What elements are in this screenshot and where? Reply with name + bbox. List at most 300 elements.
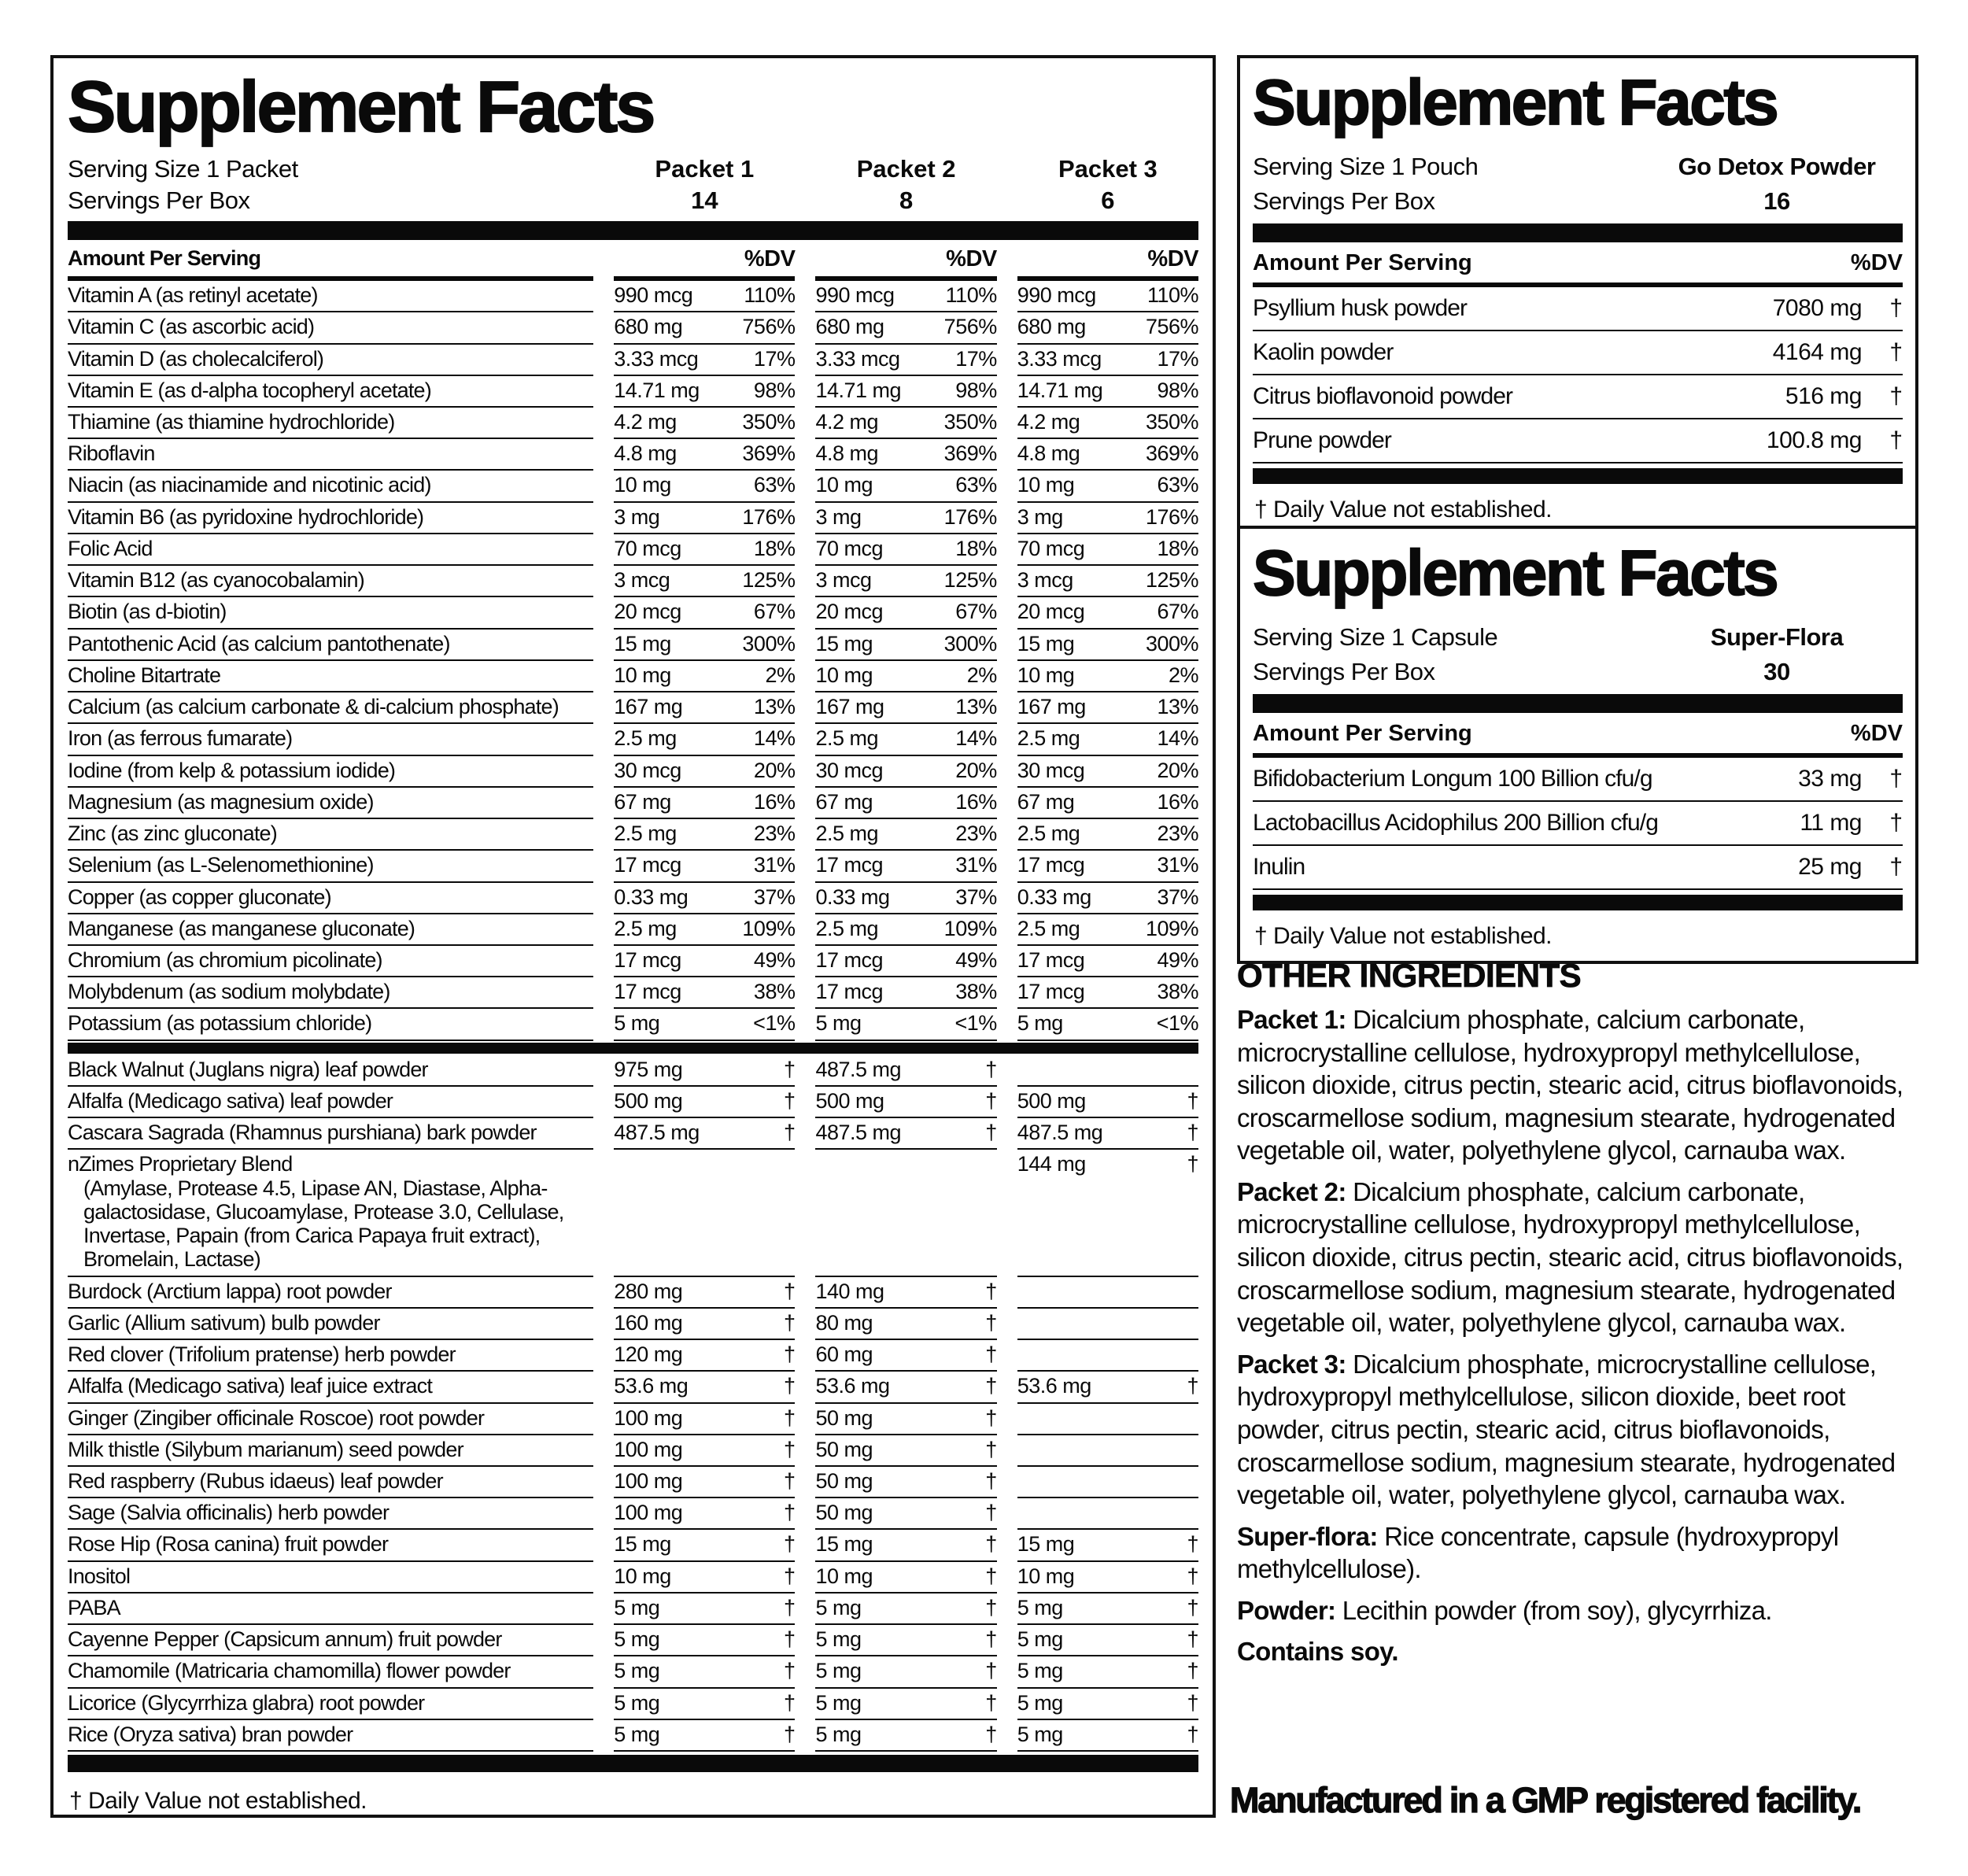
dv-value: † (783, 1722, 796, 1746)
amount-value: 33 mg (1798, 766, 1862, 792)
dv-value: † (1187, 1374, 1198, 1398)
amount-value: 5 mg (614, 1722, 660, 1746)
amount-value: 10 mg (815, 663, 873, 687)
dv-value: † (783, 1310, 796, 1335)
amount-value: 14.71 mg (1017, 378, 1103, 402)
column-header-packet-3: Packet 3 (1058, 154, 1158, 183)
amount-value: 10 mg (614, 663, 671, 687)
flora-dv-header: %DV (1850, 721, 1903, 747)
table-row (68, 946, 1198, 977)
packet-3-cell (1017, 503, 1198, 534)
table-row (68, 1530, 1198, 1561)
amount-value: 5 mg (1017, 1011, 1063, 1036)
dv-value: 18% (1157, 536, 1198, 560)
flora-product-name: Super-Flora (1710, 623, 1844, 652)
dv-header-packet-2: %DV (946, 246, 997, 271)
packet-3-cell (1017, 281, 1198, 312)
dv-value: 31% (753, 853, 796, 877)
amount-value: 70 mcg (614, 536, 681, 560)
table-row (68, 1689, 1198, 1720)
amount-value: 2.5 mg (614, 822, 677, 846)
packet-3-cell (1017, 788, 1198, 819)
packet-3-cell (1017, 1118, 1198, 1150)
packet-3-cell (1017, 1309, 1198, 1340)
amount-value: 15 mg (815, 1532, 873, 1557)
amount-value: 3 mg (815, 504, 862, 529)
amount-value: 4.2 mg (614, 410, 677, 434)
packet-2-cell (815, 724, 996, 755)
ingredient-label: Zinc (as zinc gluconate) (68, 819, 593, 851)
amount-value: 10 mg (815, 473, 873, 497)
ingredient-label: Iodine (from kelp & potassium iodide) (68, 756, 593, 788)
ingredient-label: Alfalfa (Medicago sativa) leaf powder (68, 1087, 593, 1118)
packet-1-cell (614, 1277, 795, 1309)
ingredient-label: Burdock (Arctium lappa) root powder (68, 1277, 593, 1309)
dv-value: 300% (742, 631, 796, 655)
amount-value: 167 mg (614, 695, 683, 719)
dv-value: † (783, 1374, 796, 1398)
ingredient-label: Garlic (Allium sativum) bulb powder (68, 1309, 593, 1340)
amount-value: 67 mg (1017, 789, 1075, 814)
amount-value: 17 mcg (1017, 853, 1085, 877)
ingredient-label: Vitamin E (as d-alpha tocopheryl acetate) (68, 376, 593, 408)
packet-2-cell (815, 439, 996, 471)
amount-value: 5 mg (1017, 1595, 1063, 1619)
flora-amount-header: Amount Per Serving (1253, 721, 1472, 747)
packet-2-cell (815, 1277, 996, 1309)
packet-3-cell (1017, 883, 1198, 914)
amount-value: 5 mg (1017, 1659, 1063, 1683)
flora-servings-per-box-label: Servings Per Box (1253, 658, 1435, 686)
amount-value: 100 mg (614, 1468, 683, 1493)
packet-1-cell (614, 788, 795, 819)
ingredient-label: Choline Bitartrate (68, 661, 593, 692)
packet-3-cell (1017, 1656, 1198, 1688)
packet-3-cell (1017, 1277, 1198, 1309)
amount-value: 15 mg (1017, 631, 1075, 655)
amount-value: 70 mcg (1017, 536, 1085, 560)
packet-2-cell (815, 1656, 996, 1688)
detox-servings-count: 16 (1763, 187, 1790, 216)
ingredient-label: Prune powder (1253, 427, 1391, 454)
ingredient-label: Molybdenum (as sodium molybdate) (68, 977, 593, 1009)
packet-1-cell (614, 914, 795, 946)
ingredient-label: Licorice (Glycyrrhiza glabra) root powder (68, 1689, 593, 1720)
amount-value: 53.6 mg (614, 1374, 689, 1398)
dv-value: 20% (753, 758, 796, 782)
amount-value: 487.5 mg (1017, 1121, 1103, 1145)
packet-1-cell (614, 376, 795, 408)
amount-value: 14.71 mg (815, 378, 902, 402)
amount-value: 5 mg (815, 1627, 862, 1652)
packet-2-cell (815, 1467, 996, 1498)
dv-value: † (985, 1501, 997, 1525)
ingredient-label: Ginger (Zingiber officinale Roscoe) root powder (68, 1404, 593, 1435)
amount-value: 25 mg (1798, 854, 1862, 881)
packet-2-cell (815, 977, 996, 1009)
flora-serving-size-label: Serving Size 1 Capsule (1253, 623, 1498, 652)
packet-2-cell (815, 661, 996, 692)
amount-value: 11 mg (1800, 810, 1862, 836)
amount-value: 167 mg (815, 695, 884, 719)
packet-2-cell (815, 471, 996, 502)
packet-1-cell (614, 1150, 795, 1276)
dv-value: 38% (753, 980, 796, 1004)
amount-value: 2.5 mg (614, 726, 677, 751)
packet-2-cell (815, 408, 996, 439)
packet-1-cell (614, 1435, 795, 1467)
amount-value: 120 mg (614, 1342, 683, 1367)
table-row (68, 597, 1198, 629)
ingredient-label: Pantothenic Acid (as calcium pantothenate) (68, 630, 593, 661)
ingredient-label: Vitamin A (as retinyl acetate) (68, 281, 593, 312)
dv-value: 350% (742, 410, 796, 434)
table-row (68, 1340, 1198, 1372)
dv-value: † (985, 1374, 997, 1398)
dv-value: 16% (753, 789, 796, 814)
amount-value: 3.33 mcg (815, 346, 900, 371)
dv-value: † (1889, 427, 1903, 454)
amount-value: 70 mcg (815, 536, 884, 560)
packet-3-cell (1017, 439, 1198, 471)
dv-value: 110% (1146, 283, 1198, 308)
dv-value: † (1187, 1088, 1198, 1113)
packet-3-cell (1017, 724, 1198, 755)
amount-value: 14.71 mg (614, 378, 700, 402)
table-row (68, 788, 1198, 819)
paragraph-lead: Packet 1: (1237, 1005, 1346, 1034)
dv-value: 37% (753, 884, 796, 909)
table-row (68, 376, 1198, 408)
dv-value: 176% (742, 504, 796, 529)
table-row (68, 756, 1198, 788)
ingredient-label: Lactobacillus Acidophilus 200 Billion cfu/g (1253, 810, 1658, 836)
amount-value: 4.8 mg (1017, 441, 1080, 466)
other-ingredients-paragraph: Super-flora: Rice concentrate, capsule (hydroxypropyl methylcellulose). (1237, 1521, 1839, 1584)
table-row (68, 408, 1198, 439)
dv-value: † (985, 1659, 997, 1683)
table-row (68, 503, 1198, 534)
packet-2-cell (815, 597, 996, 629)
dv-value: † (1187, 1722, 1198, 1746)
amount-value: 2.5 mg (815, 822, 879, 846)
ingredient-label: Alfalfa (Medicago sativa) leaf juice extract (68, 1372, 593, 1403)
amount-value: 15 mg (815, 631, 873, 655)
amount-value: 30 mcg (1017, 758, 1085, 782)
dv-value: 23% (753, 822, 796, 846)
flora-serving-header (1253, 620, 1903, 689)
detox-dv-header: %DV (1850, 250, 1903, 276)
main-panel-title: Supplement Facts (68, 67, 654, 147)
amount-value: 50 mg (815, 1437, 873, 1461)
packet-1-cell (614, 1625, 795, 1656)
amount-value: 17 mcg (815, 947, 884, 972)
amount-value: 5 mg (614, 1011, 660, 1036)
ingredient-label: Cayenne Pepper (Capsicum annum) fruit powder (68, 1625, 593, 1656)
dv-value: † (1889, 339, 1903, 366)
amount-value: 20 mcg (614, 600, 681, 624)
paragraph-lead: Powder: (1237, 1595, 1336, 1625)
amount-value: 280 mg (614, 1279, 683, 1303)
dv-value: 17% (753, 346, 796, 371)
table-row (1253, 331, 1903, 375)
packet-3-cell (1017, 977, 1198, 1009)
amount-value: 487.5 mg (614, 1121, 700, 1145)
amount-value: 30 mcg (815, 758, 884, 782)
amount-value: 3 mcg (614, 568, 670, 593)
amount-value: 990 mcg (1017, 283, 1096, 308)
packet-1-cell (614, 345, 795, 376)
dv-value: 63% (955, 473, 997, 497)
gmp-facility-statement: Manufactured in a GMP registered facility. (1230, 1780, 1861, 1820)
main-table-rows (68, 281, 1198, 1772)
table-row (68, 630, 1198, 661)
amount-value: 5 mg (815, 1659, 862, 1683)
dv-value: 756% (1145, 315, 1198, 339)
packet-2-cell (815, 1118, 996, 1150)
dv-value: † (783, 1437, 796, 1461)
amount-value: 2.5 mg (614, 916, 677, 940)
dv-value: 176% (943, 504, 997, 529)
amount-value: 5 mg (614, 1595, 660, 1619)
ingredient-label: Chamomile (Matricaria chamomilla) flower powder (68, 1656, 593, 1688)
packet-3-cell (1017, 1009, 1198, 1040)
table-row (68, 692, 1198, 724)
dv-value: 20% (955, 758, 997, 782)
packet-3-cell (1017, 597, 1198, 629)
dv-value: 98% (955, 378, 997, 402)
packet-1-cell (614, 1530, 795, 1561)
table-row (1253, 287, 1903, 331)
packet-2-cell (815, 376, 996, 408)
packet-1-cell (614, 1562, 795, 1593)
amount-value: 4.8 mg (815, 441, 879, 466)
dv-value: <1% (954, 1011, 997, 1036)
packet-1-cell (614, 281, 795, 312)
dv-value: 23% (1157, 822, 1198, 846)
dv-value: † (985, 1279, 997, 1303)
amount-value: 140 mg (815, 1279, 884, 1303)
detox-amount-header: Amount Per Serving (1253, 250, 1472, 276)
ingredient-label: nZimes Proprietary Blend (Amylase, Protease 4.5, Lipase AN, Diastase, Alpha-galactosidase, Glucoamylase, Protease 3.0, Cellulase, Invertase, Papain (from Carica Papaya fruit extract), Bromelain, Lactase) (68, 1150, 593, 1276)
ingredient-label: Vitamin B12 (as cyanocobalamin) (68, 566, 593, 597)
flora-table-rows (1253, 758, 1903, 890)
packet-1-cell (614, 1593, 795, 1625)
amount-value: 487.5 mg (815, 1057, 902, 1081)
packet-2-cell (815, 1593, 996, 1625)
packet-3-cell (1017, 1087, 1198, 1118)
dv-value: 756% (742, 315, 796, 339)
amount-value: 5 mg (815, 1722, 862, 1746)
packet-2-cell (815, 503, 996, 534)
dv-value: 13% (955, 695, 997, 719)
dv-value: <1% (1156, 1011, 1198, 1036)
packet-3-cell (1017, 851, 1198, 882)
dv-value: 63% (1157, 473, 1198, 497)
amount-value: 5 mg (1017, 1722, 1063, 1746)
ingredient-label: Vitamin C (as ascorbic acid) (68, 312, 593, 344)
paragraph-lead: Packet 2: (1237, 1176, 1346, 1206)
packet-1-cell (614, 1087, 795, 1118)
packet-2-cell (815, 1340, 996, 1372)
packet-3-cell (1017, 756, 1198, 788)
ingredient-label: Thiamine (as thiamine hydrochloride) (68, 408, 593, 439)
dv-value: 98% (1157, 378, 1198, 402)
dv-value: 300% (1145, 631, 1198, 655)
packet-2-cell (815, 1530, 996, 1561)
amount-value: 20 mcg (1017, 600, 1085, 624)
dv-value: † (1889, 383, 1903, 410)
paragraph-lead: Contains soy. (1237, 1637, 1398, 1667)
amount-value: 50 mg (815, 1501, 873, 1525)
packet-1-cell (614, 1689, 795, 1720)
amount-value: 5 mg (815, 1595, 862, 1619)
ingredient-label: Vitamin B6 (as pyridoxine hydrochloride) (68, 503, 593, 534)
amount-value: 5 mg (815, 1011, 862, 1036)
ingredient-label: Red raspberry (Rubus idaeus) leaf powder (68, 1467, 593, 1498)
other-ingredients-paragraph: Packet 2: Dicalcium phosphate, calcium carbonate, microcrystalline cellulose, hydroxypropyl methylcellulose, silicon dioxide, citrus pectin, stearic acid, citrus bioflavonoids, croscarmellose sodium, magnesium stearate, hydrogenated vegetable oil, water, polyethylene glycol, carnauba wax. (1237, 1176, 1903, 1338)
dv-value: 350% (943, 410, 997, 434)
amount-value: 10 mg (614, 1564, 671, 1588)
packet-2-cell (815, 851, 996, 882)
dv-value: † (985, 1121, 997, 1145)
amount-value: 10 mg (815, 1564, 873, 1588)
table-row (68, 1309, 1198, 1340)
packet-1-cell (614, 566, 795, 597)
packet-2-cell (815, 914, 996, 946)
packet-3-cell (1017, 914, 1198, 946)
main-footnote: † Daily Value not established. (69, 1788, 367, 1815)
amount-value: 0.33 mg (1017, 884, 1091, 909)
ingredient-label: Rice (Oryza sativa) bran powder (68, 1720, 593, 1752)
table-row (68, 1498, 1198, 1530)
ingredient-label: Calcium (as calcium carbonate & di-calcium phosphate) (68, 692, 593, 724)
packet-1-cell (614, 1009, 795, 1040)
packet-2-cell (815, 1689, 996, 1720)
packet-3-cell (1017, 376, 1198, 408)
detox-footer-divider-bar (1253, 468, 1903, 484)
dv-value: † (985, 1564, 997, 1588)
dv-value: 300% (943, 631, 997, 655)
dv-value: 14% (753, 726, 796, 751)
packet-1-cell (614, 1656, 795, 1688)
ingredient-label: Bifidobacterium Longum 100 Billion cfu/g (1253, 766, 1652, 792)
ingredient-label: Inulin (1253, 854, 1305, 881)
paragraph-lead: Packet 3: (1237, 1349, 1346, 1379)
main-supplement-facts-panel (50, 55, 1216, 1818)
amount-value: 67 mg (614, 789, 671, 814)
table-row (1253, 758, 1903, 802)
packet-1-cell (614, 851, 795, 882)
amount-value: 3 mcg (1017, 568, 1073, 593)
table-row (68, 883, 1198, 914)
packet-2-cell (815, 1150, 996, 1276)
dv-value: 110% (945, 283, 997, 308)
amount-value: 680 mg (614, 315, 683, 339)
amount-value: 10 mg (1017, 663, 1075, 687)
flora-servings-count: 30 (1763, 658, 1790, 686)
detox-header-divider-bar (1253, 223, 1903, 242)
ingredient-label: Copper (as copper gluconate) (68, 883, 593, 914)
detox-servings-per-box-label: Servings Per Box (1253, 187, 1435, 216)
amount-value: 15 mg (614, 631, 671, 655)
dv-value: 2% (1168, 663, 1198, 687)
amount-value: 2.5 mg (1017, 822, 1080, 846)
dv-value: † (783, 1405, 796, 1430)
table-row (68, 1593, 1198, 1625)
amount-value: 17 mcg (614, 947, 681, 972)
table-row (68, 1009, 1198, 1040)
dv-value: † (783, 1690, 796, 1715)
table-row (68, 439, 1198, 471)
packet-2-cell (815, 946, 996, 977)
flora-header-divider-bar (1253, 694, 1903, 713)
dv-value: 17% (1157, 346, 1198, 371)
ingredient-label: Potassium (as potassium chloride) (68, 1009, 593, 1040)
main-servings-row (68, 185, 1198, 216)
packet-1-cell (614, 1055, 795, 1087)
table-row (68, 1562, 1198, 1593)
ingredient-label: Riboflavin (68, 439, 593, 471)
serving-size-label: Serving Size 1 Packet (68, 154, 298, 183)
dv-value: 14% (1157, 726, 1198, 751)
ingredient-label: Milk thistle (Silybum marianum) seed powder (68, 1435, 593, 1467)
detox-table-rows (1253, 287, 1903, 463)
packet-3-cell (1017, 946, 1198, 977)
dv-value: † (985, 1437, 997, 1461)
packet-1-cell (614, 471, 795, 502)
table-row (68, 471, 1198, 502)
dv-value: † (985, 1057, 997, 1081)
ingredient-label: Manganese (as manganese gluconate) (68, 914, 593, 946)
packet-3-cell (1017, 1340, 1198, 1372)
packet-3-cell (1017, 1372, 1198, 1403)
packet-2-cell (815, 1562, 996, 1593)
dv-value: 38% (1157, 980, 1198, 1004)
servings-packet-2: 8 (899, 186, 914, 214)
other-ingredients-paragraph: Packet 3: Dicalcium phosphate, microcrystalline cellulose, hydroxypropyl methylcellulose, silicon dioxide, beet root powder, citrus pectin, stearic acid, citrus bioflavonoids, croscarmellose sodium, magnesium stearate, hydrogenated vegetable oil, water, polyethylene glycol, carnauba wax. (1237, 1349, 1896, 1510)
dv-value: <1% (753, 1011, 796, 1036)
amount-value: 2.5 mg (815, 916, 879, 940)
table-row (1253, 375, 1903, 419)
dv-value: 350% (1145, 410, 1198, 434)
amount-value: 53.6 mg (815, 1374, 890, 1398)
dv-value: † (985, 1627, 997, 1652)
amount-value: 3 mg (1017, 504, 1063, 529)
amount-value: 80 mg (815, 1310, 873, 1335)
packet-1-cell (614, 819, 795, 851)
dv-value: 67% (753, 600, 796, 624)
ingredient-label: Citrus bioflavonoid powder (1253, 383, 1513, 410)
amount-value: 50 mg (815, 1405, 873, 1430)
packet-2-cell (815, 1720, 996, 1752)
table-row (68, 1625, 1198, 1656)
packet-3-cell (1017, 1689, 1198, 1720)
amount-value: 516 mg (1785, 383, 1862, 410)
dv-value: 2% (966, 663, 997, 687)
packet-2-cell (815, 1372, 996, 1403)
amount-value: 680 mg (1017, 315, 1086, 339)
other-ingredients-paragraph: Powder: Lecithin powder (from soy), glycyrrhiza. (1237, 1595, 1772, 1625)
other-ingredients-paragraph: Packet 1: Dicalcium phosphate, calcium carbonate, microcrystalline cellulose, hydroxypropyl methylcellulose, silicon dioxide, citrus pectin, stearic acid, citrus bioflavonoids, croscarmellose sodium, magnesium stearate, hydrogenated vegetable oil, water, polyethylene glycol, carnauba wax. (1237, 1005, 1903, 1165)
dv-value: † (985, 1595, 997, 1619)
table-row (68, 1720, 1198, 1752)
packet-2-cell (815, 1087, 996, 1118)
dv-value: 67% (1157, 600, 1198, 624)
ingredient-label: Red clover (Trifolium pratense) herb powder (68, 1340, 593, 1372)
dv-value: † (1889, 766, 1903, 792)
ingredient-label: Iron (as ferrous fumarate) (68, 724, 593, 755)
